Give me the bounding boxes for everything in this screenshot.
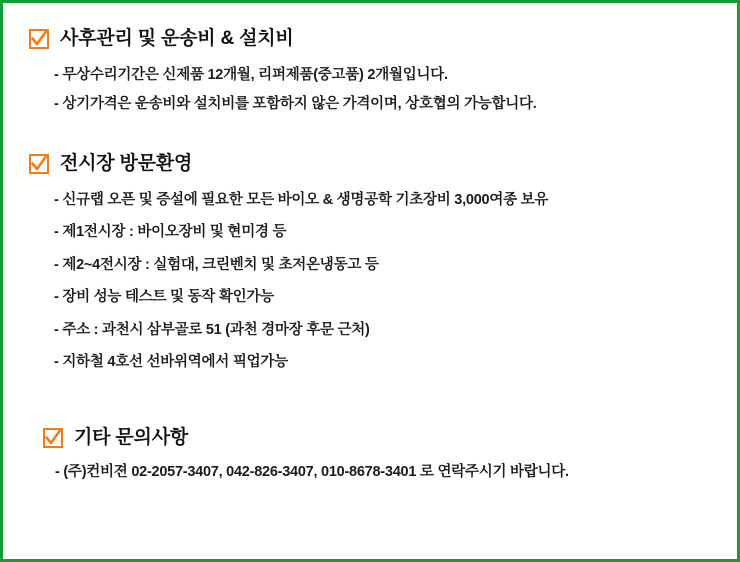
spacer: [29, 384, 711, 428]
list-item: - 지하철 4호선 선바위역에서 픽업가능: [54, 354, 288, 371]
section-title: 기타 문의사항: [74, 426, 189, 448]
section-header: [29, 154, 711, 175]
section-showroom: [29, 154, 711, 374]
list-item: - 무상수리기간은 신제품 12개월, 리퍼제품(중고품) 2개월입니다.: [54, 66, 448, 83]
list-item: - 상기가격은 운송비와 설치비를 포함하지 않은 가격이며, 상호협의 가능합니다.: [54, 96, 537, 113]
list-item: - 장비 성능 테스트 및 동작 확인가능: [54, 289, 274, 306]
list-item: - 제2~4전시장 : 실험대, 크린벤치 및 초저온냉동고 등: [54, 256, 379, 273]
section-header: [29, 29, 711, 50]
section-inquiry: [29, 428, 711, 484]
section-lines: [29, 461, 711, 483]
list-item: - (주)컨비젼 02-2057-3407, 042-826-3407, 010-8678-3401 로 연락주시기 바랍니다.: [55, 464, 569, 481]
section-title: 전시장 방문환영: [60, 152, 193, 174]
section-lines: [29, 189, 711, 374]
list-item: - 제1전시장 : 바이오장비 및 현미경 등: [54, 224, 287, 241]
list-item: - 주소 : 과천시 삼부골로 51 (과천 경마장 후문 근처): [54, 321, 370, 338]
orange-check-icon: [43, 428, 63, 448]
section-title: 사후관리 및 운송비 & 설치비: [60, 28, 294, 49]
section-after-service: [29, 29, 711, 116]
section-header: [29, 428, 711, 449]
spacer: [29, 116, 711, 154]
section-lines: [29, 64, 711, 116]
orange-check-icon: [29, 154, 49, 174]
orange-check-icon: [29, 29, 49, 49]
list-item: - 신규랩 오픈 및 증설에 필요한 모든 바이오 & 생명공학 기초장비 3,000여종 보유: [54, 191, 549, 208]
